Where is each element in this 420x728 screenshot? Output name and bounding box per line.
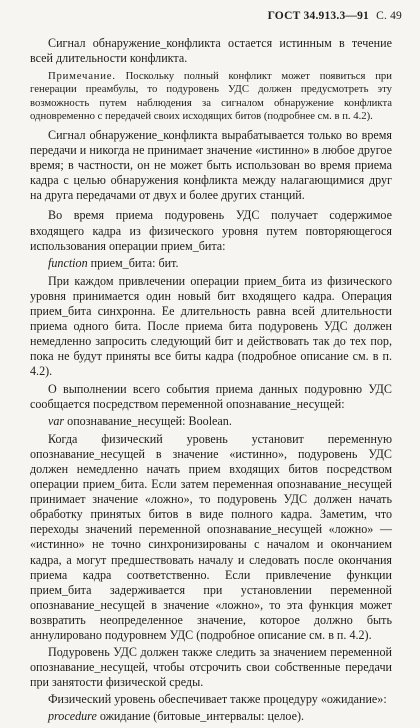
paragraph: Сигнал обнаружение_конфликта вырабатывается только во время передачи и никогда не принимает значение «истинно» в любое другое время; в частности, он не может быть использован во время приема кадра с целью обнаружения конфликта между налагающимися друг на друга передачами от двух и более других станций. <box>30 128 392 203</box>
code-declaration <box>30 414 392 429</box>
code-signature: прием_бита: бит. <box>87 255 179 270</box>
note <box>30 70 392 123</box>
code-keyword: var <box>48 413 65 428</box>
paragraph: Сигнал обнаружение_конфликта остается истинным в течение всей длительности конфликта. <box>30 36 392 66</box>
code-declaration <box>30 709 392 724</box>
paragraph: Физический уровень обеспечивает также процедуру «ожидание»: <box>48 692 387 707</box>
code-signature: опознавание_несущей: Boolean. <box>64 413 232 428</box>
paragraph: Когда физический уровень установит переменную опознавание_несущей в значение «истинно», подуровень УДС должен немедленно начать прием входящих битов посредством операции прием_бита. Если затем переменная опознавание_несущей принимает значение «ложно», то подуровень УДС должен начать обработку принятых битов в виде полного кадра. Заметим, что переходы значений переменной опознавание_несущей «ложно» — «истинно» не точно синхронизированы с началом и окончанием кадра, а могут предшествовать началу и следовать после окончания приема кадра соответственно. Если привлечение функции прием_бита задерживается при установлении переменной опознавание_несущей в значение «ложно», то эта функция может возвратить неопределенное значение, которое должно быть аннулировано подуровнем УДС (подробное описание см. в п. 4.2). <box>30 431 392 642</box>
standard-number: ГОСТ 34.913.3—91 <box>267 10 369 22</box>
code-declaration <box>30 256 392 271</box>
code-signature: ожидание (битовые_интервалы: целое). <box>96 709 305 724</box>
code-keyword: function <box>48 255 88 270</box>
note-text: Поскольку полный конфликт может появиться при генерации преамбулы, то подуровень УДС должен предусмотреть эту возможность путем наблюдения за сигналом обнаружение конфликта одновременно с передачей своих исходящих битов (подробнее см. в п. 4.2). <box>30 70 392 122</box>
page-header <box>268 10 402 22</box>
body-text <box>30 36 392 728</box>
code-keyword: procedure <box>48 709 97 724</box>
paragraph: Во время приема подуровень УДС получает содержимое входящего кадра из физического уровня путем повторяющегося использования операции прием_бита: <box>30 208 392 253</box>
paragraph: При каждом привлечении операции прием_бита из физического уровня принимается один новый бит входящего кадра. Операция прием_бита синхронна. Ее длительность равна всей длительности приема одного бита. После приема бита подуровень УДС должен немедленно запросить следующий бит и действовать так до тех пор, пока не будут приняты все биты кадра (подробное описание см. в п. 4.2). <box>30 273 392 379</box>
note-label: Примечание. <box>48 70 116 83</box>
paragraph: О выполнении всего события приема данных подуровню УДС сообщается посредством переменной опознавание_несущей: <box>30 381 392 411</box>
page-number: С. 49 <box>376 10 402 22</box>
paragraph: Подуровень УДС должен также следить за значением переменной опознавание_несущей, чтобы отсрочить свои собственные передачи при занятости физической среды. <box>30 645 392 690</box>
